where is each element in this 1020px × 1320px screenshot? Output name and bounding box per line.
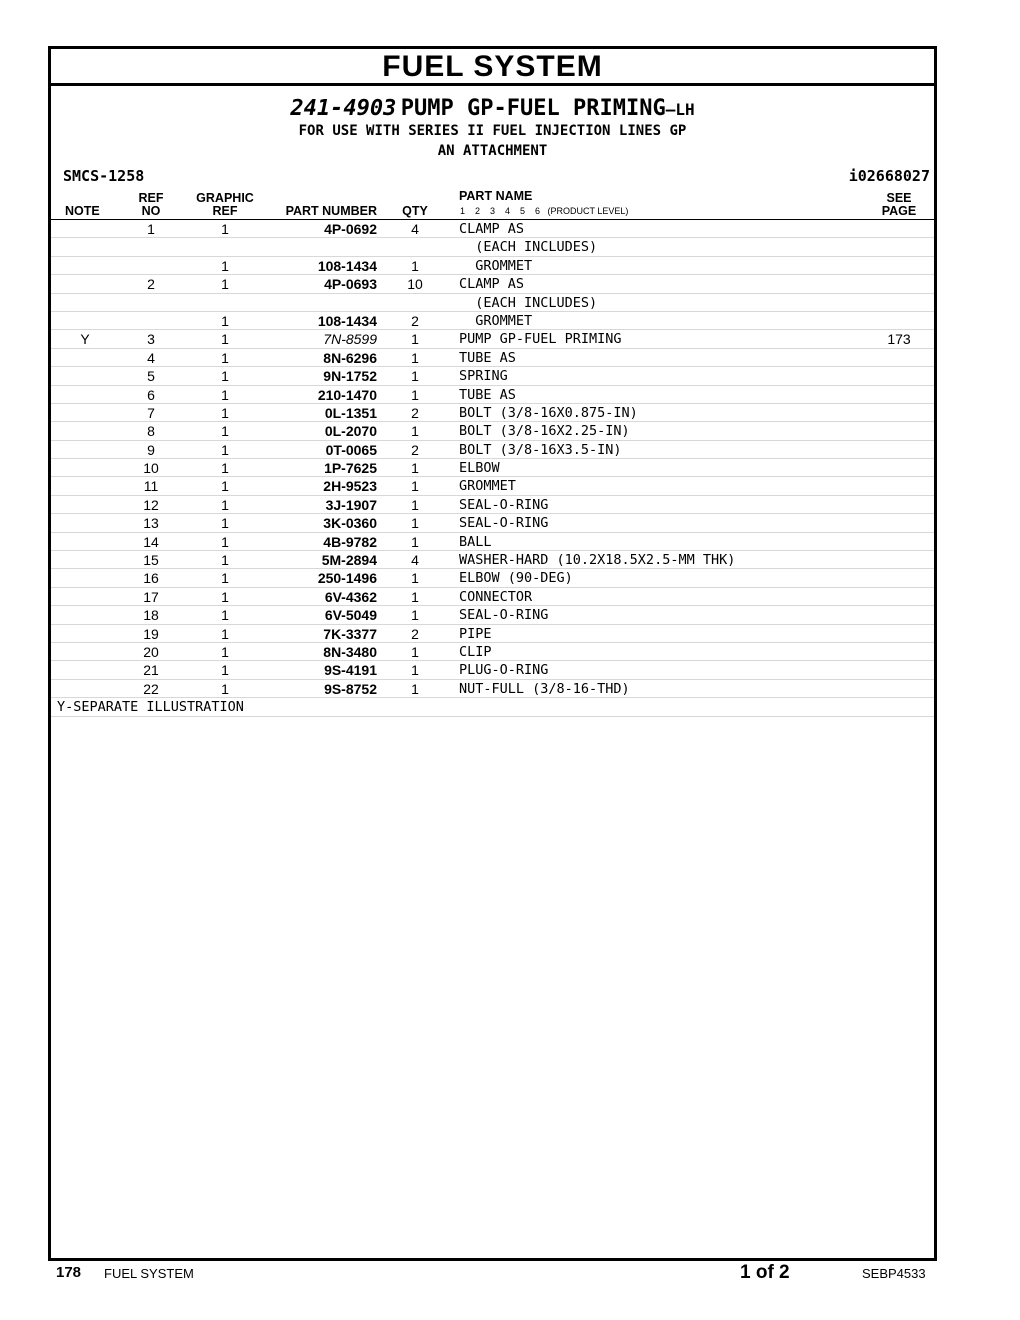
row-qty: 1 [411,478,419,495]
row-part-number: 210-1470 [317,386,377,403]
row-part-number: 1P-7625 [324,460,377,477]
row-part-number: 0L-1351 [324,404,377,421]
row-part-name: TUBE AS [459,349,516,366]
group-suffix: —LH [665,100,695,119]
row-part-name: WASHER-HARD (10.2X18.5X2.5-MM THK) [459,552,736,569]
row-graphic-ref: 1 [221,423,229,440]
header-part-number: PART NUMBER [285,204,377,218]
row-graphic-ref: 1 [221,515,229,532]
row-qty: 10 [407,276,423,293]
row-ref-no: 14 [143,533,159,550]
row-graphic-ref: 1 [221,221,229,237]
table-row [51,257,934,275]
footnote: Y-SEPARATE ILLUSTRATION [51,698,934,717]
header-note: NOTE [65,204,100,218]
row-qty: 1 [411,533,419,550]
illustration-id: i02668027 [848,167,930,185]
row-part-number: 9N-1752 [323,368,377,385]
row-qty: 2 [411,441,419,458]
group-subtitle-1: FOR USE WITH SERIES II FUEL INJECTION LINES GP [298,123,687,139]
table-row [51,680,934,698]
row-part-name: CLIP [459,643,492,660]
row-graphic-ref: 1 [221,349,229,366]
row-part-name: ELBOW [459,460,500,477]
row-part-number: 0L-2070 [324,423,377,440]
row-part-name: CLAMP AS [459,221,525,237]
row-see-page: 173 [887,331,911,348]
row-part-number: 3K-0360 [323,515,377,532]
row-part-number: 5M-2894 [321,552,377,569]
code-bar [51,167,934,189]
row-part-number: 108-1434 [317,312,377,329]
group-name: PUMP GP-FUEL PRIMING [400,96,666,121]
sheet-indicator: 1 of 2 [740,1262,790,1283]
page-number: 178 [56,1264,82,1281]
page-footer [0,1264,1020,1288]
table-row [51,533,934,551]
smcs-code: SMCS-1258 [63,167,145,185]
row-ref-no: 5 [147,368,155,385]
row-graphic-ref: 1 [221,607,229,624]
row-ref-no: 13 [143,515,159,532]
row-qty: 1 [411,607,419,624]
row-ref-no: 1 [147,221,155,237]
row-qty: 1 [411,496,419,513]
row-qty: 1 [411,368,419,385]
table-row [51,496,934,514]
table-header [51,189,934,220]
row-graphic-ref: 1 [221,478,229,495]
row-qty: 1 [411,460,419,477]
table-row [51,220,934,238]
row-part-number: 2H-9523 [323,478,377,495]
header-qty: QTY [402,204,428,218]
row-ref-no: 2 [147,276,155,293]
row-qty: 1 [411,680,419,697]
table-row [51,238,934,256]
row-ref-no: 15 [143,552,159,569]
header-ref-bottom: NO [141,204,161,218]
row-ref-no: 6 [147,386,155,403]
header-ref-top: REF [138,191,164,205]
table-row [51,275,934,293]
row-qty: 1 [411,349,419,366]
row-ref-no: 18 [143,607,159,624]
document-id: SEBP4533 [862,1266,926,1281]
row-ref-no: 4 [147,349,155,366]
row-part-name: NUT-FULL (3/8-16-THD) [459,680,630,697]
row-part-number: 3J-1907 [325,496,377,513]
table-row [51,312,934,330]
header-see-top: SEE [886,191,912,205]
row-graphic-ref: 1 [221,368,229,385]
row-qty: 1 [411,515,419,532]
table-row [51,330,934,348]
row-part-name: SEAL-O-RING [459,607,549,624]
table-row [51,441,934,459]
row-ref-no: 17 [143,588,159,605]
table-row [51,643,934,661]
row-part-number: 4P-0693 [324,276,377,293]
row-ref-no: 20 [143,643,159,660]
header-see-bottom: PAGE [881,204,917,218]
row-qty: 2 [411,312,419,329]
row-part-name: BOLT (3/8-16X0.875-IN) [459,404,638,421]
row-qty: 2 [411,404,419,421]
row-graphic-ref: 1 [221,312,229,329]
table-row [51,588,934,606]
table-row [51,514,934,532]
row-graphic-ref: 1 [221,643,229,660]
group-subtitle-2: AN ATTACHMENT [437,143,548,159]
table-row [51,625,934,643]
row-qty: 4 [411,552,419,569]
row-part-name: (EACH INCLUDES) [459,294,598,311]
header-graphic-bottom: REF [212,204,238,218]
section-title: FUEL SYSTEM [51,49,934,86]
row-ref-no: 9 [147,441,155,458]
row-part-name: BOLT (3/8-16X3.5-IN) [459,441,622,458]
footer-section: FUEL SYSTEM [104,1266,194,1281]
row-ref-no: 11 [143,478,159,495]
header-part-name: PART NAME [459,189,533,203]
table-row [51,459,934,477]
row-qty: 1 [411,331,419,348]
row-graphic-ref: 1 [221,331,229,348]
row-ref-no: 16 [143,570,159,587]
row-part-name: (EACH INCLUDES) [459,239,598,256]
row-part-number: 4B-9782 [323,533,377,550]
row-part-name: PIPE [459,625,492,642]
row-part-number: 6V-5049 [324,607,377,624]
row-part-name: PUMP GP-FUEL PRIMING [459,331,622,348]
row-part-name: GROMMET [459,478,516,495]
table-row [51,349,934,367]
row-ref-no: 10 [143,460,159,477]
row-ref-no: 19 [143,625,159,642]
row-part-name: GROMMET [459,312,533,329]
row-graphic-ref: 1 [221,570,229,587]
row-graphic-ref: 1 [221,533,229,550]
row-part-name: BOLT (3/8-16X2.25-IN) [459,423,630,440]
row-part-name: SEAL-O-RING [459,515,549,532]
row-part-name: SEAL-O-RING [459,496,549,513]
row-qty: 1 [411,570,419,587]
row-ref-no: 3 [147,331,155,348]
row-part-number: 9S-8752 [324,680,377,697]
row-ref-no: 12 [143,496,159,513]
row-part-name: ELBOW (90-DEG) [459,570,573,587]
row-qty: 1 [411,386,419,403]
parts-table [51,220,934,698]
row-graphic-ref: 1 [221,460,229,477]
page-frame [48,46,937,1261]
row-graphic-ref: 1 [221,276,229,293]
table-row [51,661,934,679]
row-qty: 1 [411,643,419,660]
row-part-number: 6V-4362 [324,588,377,605]
table-row [51,404,934,422]
row-part-number: 108-1434 [317,257,377,274]
row-part-name: BALL [459,533,492,550]
row-graphic-ref: 1 [221,625,229,642]
row-part-name: TUBE AS [459,386,516,403]
row-graphic-ref: 1 [221,662,229,679]
row-part-number: 7K-3377 [323,625,377,642]
row-part-number: 7N-8599 [323,331,377,348]
row-part-number: 9S-4191 [324,662,377,679]
row-ref-no: 22 [143,680,159,697]
header-product-levels: 1 2 3 4 5 6 (PRODUCT LEVEL) [460,206,629,216]
table-row [51,569,934,587]
row-part-name: GROMMET [459,257,533,274]
header-graphic-top: GRAPHIC [196,191,254,205]
row-qty: 4 [411,221,419,237]
row-part-number: 8N-3480 [323,643,377,660]
table-row [51,386,934,404]
row-ref-no: 8 [147,423,155,440]
row-graphic-ref: 1 [221,496,229,513]
row-qty: 1 [411,588,419,605]
row-graphic-ref: 1 [221,404,229,421]
row-ref-no: 21 [143,662,159,679]
row-qty: 1 [411,257,419,274]
row-part-number: 250-1496 [317,570,377,587]
row-part-name: PLUG-O-RING [459,662,549,679]
row-part-name: CONNECTOR [459,588,533,605]
row-note: Y [80,331,90,348]
row-part-number: 0T-0065 [325,441,377,458]
row-graphic-ref: 1 [221,680,229,697]
table-row [51,606,934,624]
table-row [51,294,934,312]
row-ref-no: 7 [147,404,155,421]
row-graphic-ref: 1 [221,588,229,605]
table-row [51,422,934,440]
row-qty: 2 [411,625,419,642]
table-row [51,367,934,385]
table-row [51,551,934,569]
row-part-name: SPRING [459,368,508,385]
group-part-number: 241-4903 [290,96,397,121]
row-qty: 1 [411,662,419,679]
table-row [51,477,934,495]
row-graphic-ref: 1 [221,386,229,403]
row-graphic-ref: 1 [221,257,229,274]
row-part-number: 8N-6296 [323,349,377,366]
row-graphic-ref: 1 [221,552,229,569]
row-qty: 1 [411,423,419,440]
row-part-number: 4P-0692 [324,221,377,237]
row-graphic-ref: 1 [221,441,229,458]
row-part-name: CLAMP AS [459,276,525,293]
group-heading [51,96,934,121]
